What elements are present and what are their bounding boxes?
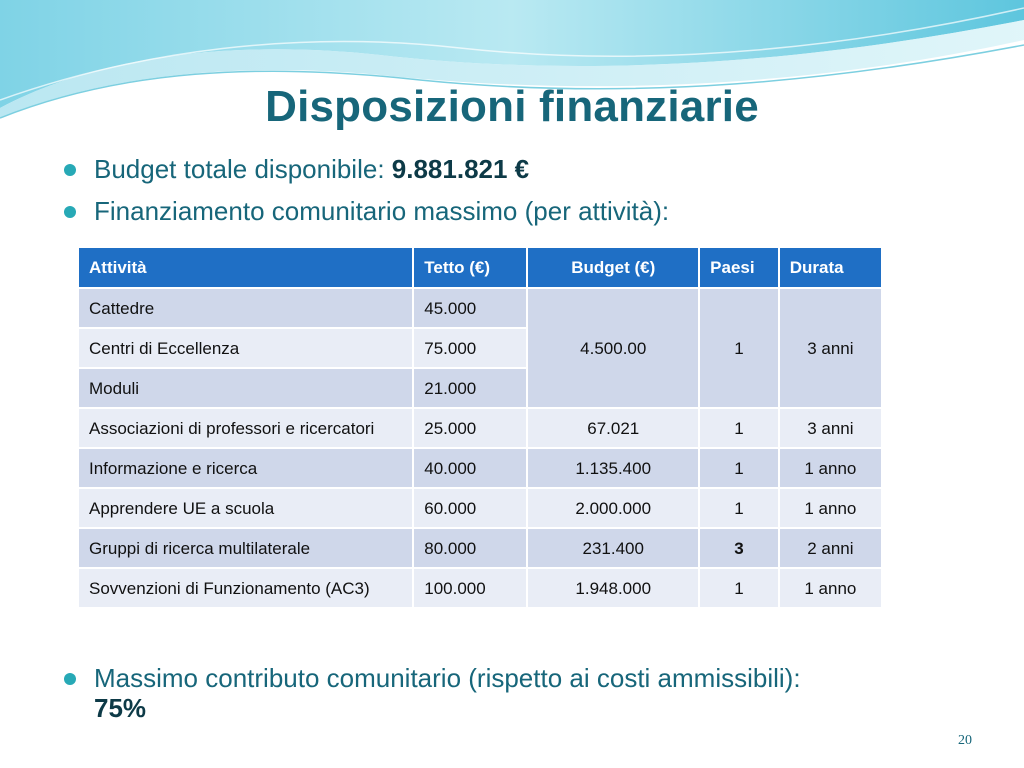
- cell-durata: 3 anni: [779, 408, 882, 448]
- cell-durata-merged: 3 anni: [779, 288, 882, 408]
- cell-tetto: 25.000: [413, 408, 527, 448]
- cell-tetto: 60.000: [413, 488, 527, 528]
- cell-durata: 2 anni: [779, 528, 882, 568]
- cell-budget: 231.400: [527, 528, 699, 568]
- bullet-budget-totale: [62, 152, 1002, 186]
- cell-paesi: 1: [699, 568, 779, 608]
- bullet-text: Budget totale disponibile:: [94, 154, 392, 184]
- bullet-text: Finanziamento comunitario massimo (per attività):: [94, 196, 670, 226]
- cell-attivita: Moduli: [78, 368, 413, 408]
- bullet-finanziamento: [62, 194, 1002, 228]
- bullet-dot-icon: [64, 206, 76, 218]
- table-row: [78, 488, 882, 528]
- table-row: [78, 408, 882, 448]
- cell-durata: 1 anno: [779, 488, 882, 528]
- cell-attivita: Associazioni di professori e ricercatori: [78, 408, 413, 448]
- header-budget: Budget (€): [527, 247, 699, 288]
- cell-budget: 2.000.000: [527, 488, 699, 528]
- table-row: [78, 288, 882, 328]
- table-row: [78, 448, 882, 488]
- bullet-value: 9.881.821 €: [391, 154, 530, 184]
- bottom-bullet: [62, 663, 1002, 731]
- cell-paesi: 1: [699, 448, 779, 488]
- cell-paesi: 1: [699, 408, 779, 448]
- cell-tetto: 80.000: [413, 528, 527, 568]
- header-durata: Durata: [779, 247, 882, 288]
- bullet-text: Massimo contributo comunitario (rispetto ai costi ammissibili):: [94, 663, 801, 693]
- bullet-list: [62, 152, 1002, 236]
- cell-attivita: Gruppi di ricerca multilaterale: [78, 528, 413, 568]
- cell-budget: 1.135.400: [527, 448, 699, 488]
- table-row: [78, 528, 882, 568]
- cell-budget: 67.021: [527, 408, 699, 448]
- cell-budget: 1.948.000: [527, 568, 699, 608]
- bullet-dot-icon: [64, 673, 76, 685]
- table-header-row: [78, 247, 882, 288]
- cell-attivita: Sovvenzioni di Funzionamento (AC3): [78, 568, 413, 608]
- cell-tetto: 21.000: [413, 368, 527, 408]
- cell-durata: 1 anno: [779, 448, 882, 488]
- funding-table: [77, 246, 883, 609]
- page-number: 20: [958, 733, 972, 748]
- cell-attivita: Informazione e ricerca: [78, 448, 413, 488]
- bullet-contributo: [62, 663, 1002, 723]
- cell-paesi-merged: 1: [699, 288, 779, 408]
- cell-durata: 1 anno: [779, 568, 882, 608]
- bullet-dot-icon: [64, 164, 76, 176]
- cell-tetto: 100.000: [413, 568, 527, 608]
- cell-tetto: 75.000: [413, 328, 527, 368]
- cell-paesi: 1: [699, 488, 779, 528]
- header-tetto: Tetto (€): [413, 247, 527, 288]
- cell-attivita: Cattedre: [78, 288, 413, 328]
- header-paesi: Paesi: [699, 247, 779, 288]
- cell-budget-merged: 4.500.00: [527, 288, 699, 408]
- table-row: [78, 568, 882, 608]
- cell-tetto: 45.000: [413, 288, 527, 328]
- header-attivita: Attività: [78, 247, 413, 288]
- cell-attivita: Apprendere UE a scuola: [78, 488, 413, 528]
- slide-title: Disposizioni finanziarie: [265, 82, 759, 131]
- bullet-value: 75%: [94, 693, 147, 723]
- cell-tetto: 40.000: [413, 448, 527, 488]
- cell-attivita: Centri di Eccellenza: [78, 328, 413, 368]
- cell-paesi: 3: [699, 528, 779, 568]
